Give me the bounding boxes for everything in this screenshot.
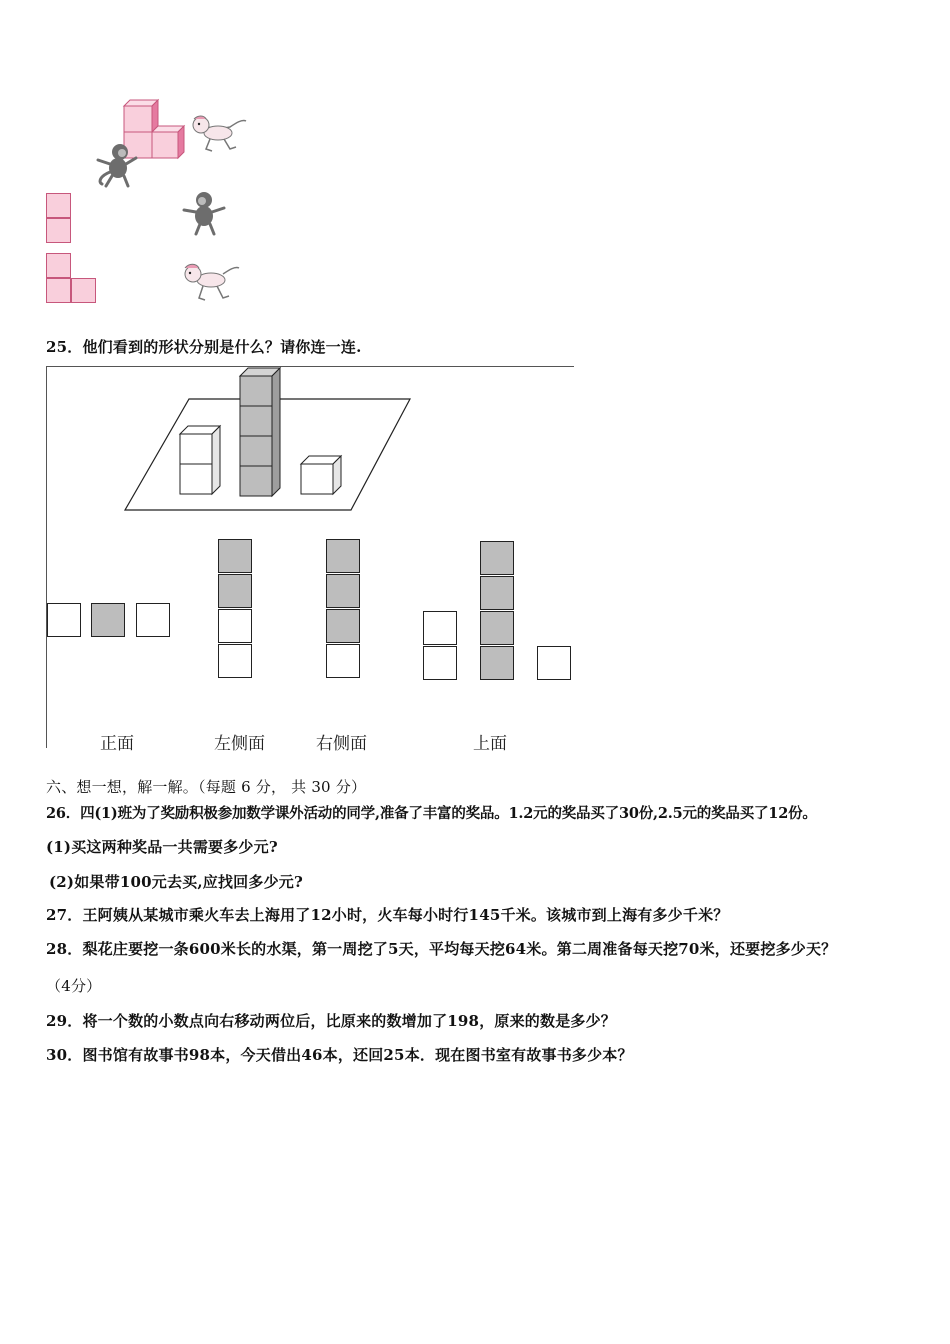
label-top-view: 上面 bbox=[473, 734, 507, 754]
label-left-view: 左侧面 bbox=[214, 734, 265, 754]
dog-icon bbox=[181, 260, 241, 302]
question-26: 26．四(1)班为了奖励积极参加数学课外活动的同学,准备了丰富的奖品。1.2元的奖品买了30份,2.5元的奖品买了12份。 bbox=[46, 805, 817, 822]
view-option-stack-b bbox=[326, 539, 362, 679]
monkey-icon bbox=[94, 142, 138, 188]
view-option-front-row bbox=[47, 603, 173, 639]
label-right-view: 右侧面 bbox=[316, 734, 367, 754]
question-27: 27．王阿姨从某城市乘火车去上海用了12小时，火车每小时行145千米。该城市到上海有多少千米？ bbox=[46, 906, 729, 924]
monkey-icon bbox=[182, 190, 226, 236]
question-28: 28．梨花庄要挖一条600米长的水渠，第一周挖了5天，平均每天挖64米。第二周准备每天挖70米，还要挖多少天？ bbox=[46, 940, 837, 958]
section-6-title: 六、想一想，解一解。（每题 6 分， 共 30 分） bbox=[46, 778, 367, 796]
question-30: 30．图书馆有故事书98本，今天借出46本，还回25本．现在图书室有故事书多少本？ bbox=[46, 1046, 633, 1064]
question-26-part-2: (2)如果带100元去买,应找回多少元? bbox=[49, 873, 303, 891]
view-option-stack-a bbox=[218, 539, 254, 679]
cube-arrangement-3d bbox=[120, 366, 414, 514]
question-28-score: （4分） bbox=[46, 977, 102, 995]
question-26-part-1: (1)买这两种奖品一共需要多少元? bbox=[46, 838, 278, 856]
l-shape-pink-shape bbox=[46, 253, 98, 305]
label-front-view: 正面 bbox=[100, 734, 134, 754]
view-option-three-columns bbox=[423, 541, 574, 683]
dog-icon bbox=[190, 113, 248, 155]
two-stack-pink-shape bbox=[46, 193, 72, 245]
question-25: 25．他们看到的形状分别是什么？请你连一连. bbox=[46, 338, 362, 356]
question-29: 29．将一个数的小数点向右移动两位后，比原来的数增加了198，原来的数是多少？ bbox=[46, 1012, 616, 1030]
